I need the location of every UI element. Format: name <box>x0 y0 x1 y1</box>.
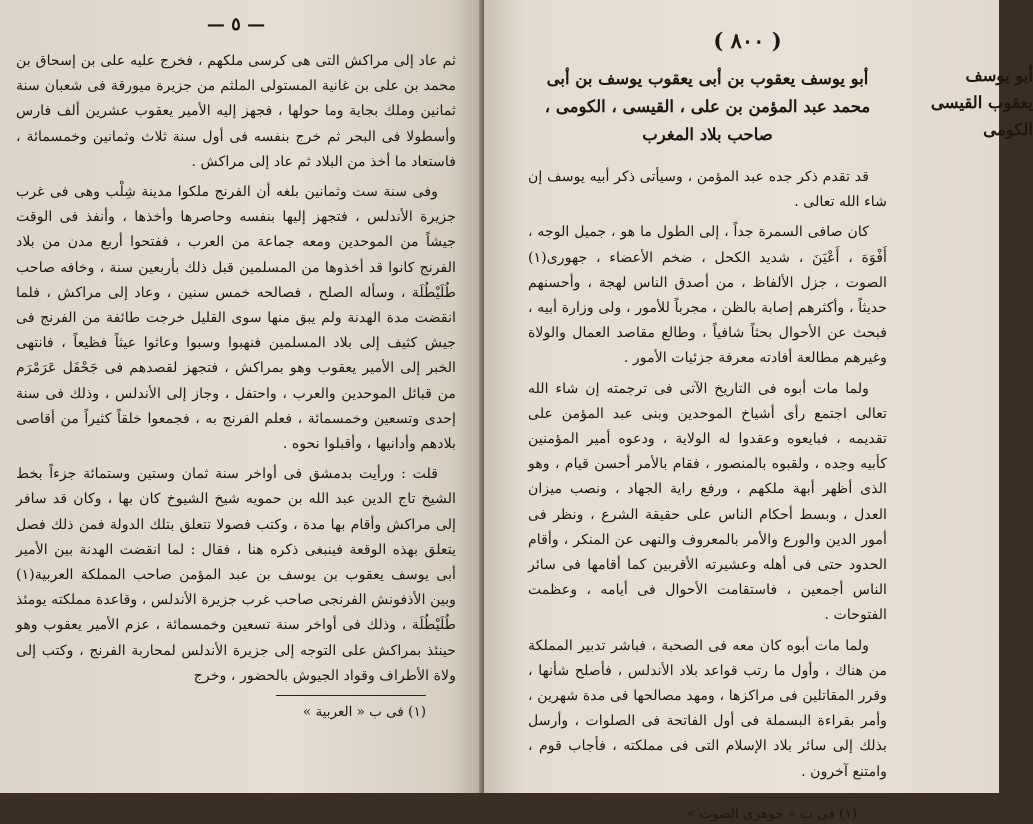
right-page <box>484 0 1033 822</box>
right-footnote: (١) فى ب « جوهرى الصوت » <box>686 805 857 822</box>
side-title-line-2: يعقوب القيسى <box>930 93 1033 112</box>
left-paragraph-2: وفى سنة ست وثمانين بلغه أن الفرنج ملكوا مدينة شِلْب وهى فى غرب جزيرة الأندلس ، فتجهز إليها بنفسه وحاصرها وأخذها ، وأنفذ فى الوقت جيشاً من الموحدين ومعه جماعة من العرب ، ففتحوا أربع مدن من بلاد الفرنج كانوا قد أخذوها من المسلمين قبل ذلك بأربعين سنة ، وخافه صاحب طُلَيْطُلَة ، وسأله الصلح ، فصالحه خمس سنين ، وعاد إلى مراكش ، فلما انقضت مدة الهدنة ولم يبق منها سوى القليل خرجت طائفة من الفرنج فى جيش كثيف إلى بلاد المسلمين فنهبوا وسبوا وعاثوا عيثاً فظيعاً ، فانتهى الخبر إلى الأمير يعقوب وهو بمراكش ، فتجهز لقصدهم فى جَحْفَل عَرَمْرَم من قبائل الموحدين والعرب ، واحتفل ، وجاز إلى الأندلس ، وذلك فى سنة إحدى وتسعين وخمسمائة ، فعلم الفرنج به ، فجمعوا خلقاً كثيراً من أقاصى بلادهم وأدانيها ، وأقبلوا نحوه . <box>16 184 456 453</box>
left-body-text <box>16 49 456 689</box>
left-footnote-rule <box>276 695 426 696</box>
right-paragraph-1: قد تقدم ذكر جده عبد المؤمن ، وسيأتى ذكر أبيه يوسف إن شاء الله تعالى . <box>528 169 887 211</box>
entry-title: أبو يوسف يعقوب بن أبى يعقوب يوسف بن أبى محمد عبد المؤمن بن على ، القيسى ، الكومى ، صاحب بلاد المغرب <box>544 69 871 144</box>
left-page-number: — ٥ — <box>206 14 266 35</box>
side-title-line-1: أبو يوسف <box>965 66 1033 85</box>
left-paragraph-1: ثم عاد إلى مراكش التى هى كرسى ملكهم ، فخرج عليه على بن إسحاق بن محمد بن على بن غانية المستولى الملثم من جزيرة ميورقة فى شعبان سنة ثمانين وملك بجاية وما حولها ، فجهز إليه الأمير يعقوب عشرين ألف فارس وأسطولا فى البحر ثم خرج بنفسه فى أول سنة ثلاث وثمانين وخمسمائة ، فاستعاد ما أخذ من البلاد ثم عاد إلى مراكش . <box>16 53 456 170</box>
left-page <box>0 0 482 793</box>
left-paragraph-3: قلت : ورأيت بدمشق فى أواخر سنة ثمان وستين وستمائة جزءاً بخط الشيخ تاج الدين عبد الله بن حمويه شيخ الشيوخ كان بها ، وكان قد سافر إلى مراكش وأقام بها مدة ، وكتب فصولا تتعلق بتلك الدولة فمن ذلك فصل يتعلق بهذه الوقعة فينبغى ذكره هنا ، فقال : لما انقضت الهدنة بين الأمير أبى يوسف يعقوب بن يوسف بن عبد المؤمن صاحب المملكة العربية(١) وبين الأذفونش الفرنجى صاحب غرب جزيرة الأندلس ، وقاعدة مملكته يومئذ طُلَيْطُلَة ، وذلك فى أواخر سنة تسعين وخمسمائة ، عزم الأمير يعقوب وهو حينئذ بمراكش على التوجه إلى جزيرة الأندلس لمحاربة الفرنج ، وكتب إلى ولاة الأطراف وقواد الجيوش بالحضور ، وخرج <box>16 466 456 684</box>
right-paragraph-2: كان صافى السمرة جداً ، إلى الطول ما هو ، جميل الوجه ، أَفْوَهَ ، أَعْيَنَ ، شديد الكحل ، ضخم الأعضاء ، جهورى(١) الصوت ، جزل الألفاظ ، من أصدق الناس لهجة ، وأحسنهم حديثاً ، وأكثرهم إصابة بالظن ، مجرباً للأمور ، ولى وزارة أبيه ، فبحث عن الأحوال بحثاً شافياً ، وطالع مقاصد العمال والولاة وغيرهم مطالعة أفادته معرفة جزئيات الأمور . <box>528 224 887 367</box>
right-page-number: ( ٨٠٠ ) <box>713 28 782 53</box>
side-title-line-3: الكومى <box>983 120 1033 139</box>
right-footnote-rule <box>727 797 887 798</box>
right-paragraph-3: ولما مات أبوه فى التاريخ الآتى فى ترجمته إن شاء الله تعالى اجتمع رأى أشياخ الموحدين وبنى عبد المؤمن على تقديمه ، فبايعوه وعقدوا له الولاية ، ودعوه أمير المؤمنين كأبيه وجده ، ولقبوه بالمنصور ، فقام بالأمر أحسن قيام ، وهو الذى أظهر أبهة ملكهم ، ورفع راية الجهاد ، ونصب ميزان العدل ، وبسط أحكام الناس على حقيقة الشرع ، ونظر فى أمور الدين والورع والأمر بالمعروف والنهى عن المنكر ، وأقام الحدود حتى فى أهله وعشيرته الأقربين كما أقامها فى سائر الناس أجمعين ، فاستقامت الأحوال فى أيامه ، وعظمت الفتوحات . <box>528 380 887 624</box>
left-footnote: (١) فى ب « العربية » <box>302 704 426 721</box>
right-body-text <box>528 165 887 785</box>
right-paragraph-4: ولما مات أبوه كان معه فى الصحبة ، فباشر تدبير المملكة من هناك ، وأول ما رتب قواعد بلاد الأندلس ، فأصلح شأنها ، وقرر المقاتلين فى مراكزها ، ومهد مصالحها فى مدة شهرين ، وأمر بقراءة البسملة فى أول الفاتحة فى الصلوات ، وأرسل بذلك إلى سائر بلاد الإسلام التى فى مملكته ، فأجاب قوم ، وامتنع آخرون . <box>528 637 887 780</box>
